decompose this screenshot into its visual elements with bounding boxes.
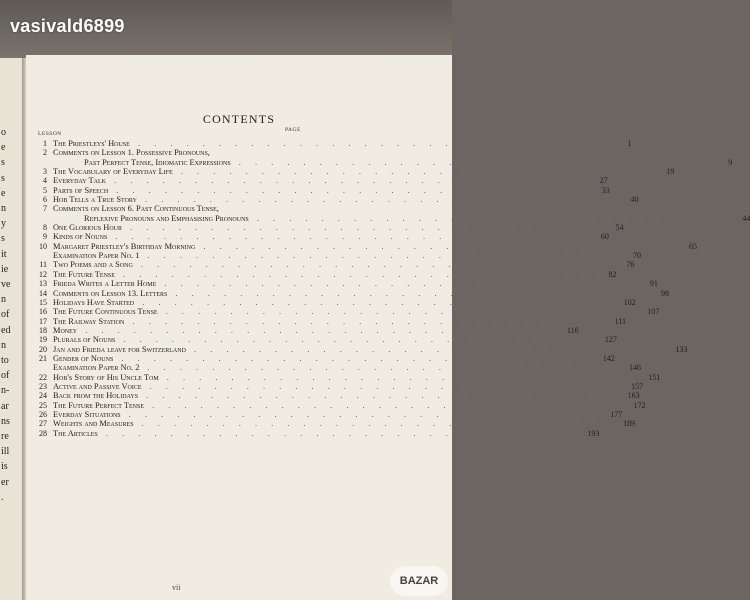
page-number: 82 (608, 269, 617, 279)
lesson-number: 6 (43, 195, 47, 205)
dot-leader: . . . . . . . . . . . . . . . . . . . . . . . . . . . . . . (144, 400, 630, 410)
lesson-title: Frieda Writes a Letter Home (53, 279, 157, 289)
lesson-title: Comments on Lesson 6. Past Continuous Tense, (53, 204, 219, 214)
lesson-number: 18 (39, 325, 47, 335)
page-number: 60 (600, 232, 609, 242)
lesson-title: The Railway Station (53, 316, 125, 326)
toc-entry (30, 167, 675, 177)
lesson-number: 28 (39, 428, 47, 438)
dot-leader: . . . . . . . . . . . . . . . . . . . . . . . . . . . . . . (115, 335, 601, 345)
lesson-number: 21 (39, 353, 47, 363)
lesson-number: 14 (39, 288, 47, 298)
lesson-number: 25 (39, 400, 47, 410)
lesson-title: Comments on Lesson 13. Letters (53, 288, 168, 298)
lesson-title: One Glorious Hour (53, 223, 122, 233)
dot-leader: . . . . . . . . . . . . . . . . . . . . . . . . . . . . . . (172, 167, 659, 177)
toc-entry (30, 157, 733, 167)
lesson-number: 13 (39, 279, 47, 289)
lesson-number: 3 (43, 167, 47, 177)
page-number: 19 (666, 167, 675, 177)
left-page-text-fragment: ve (1, 279, 11, 290)
lesson-number: 24 (39, 391, 47, 401)
left-page-text-fragment: n- (1, 385, 10, 397)
page-number: 172 (633, 400, 646, 410)
bazar-logo: BAZAR (390, 566, 448, 596)
toc-entry (30, 344, 688, 354)
lesson-number: 4 (43, 176, 47, 186)
toc-entry (30, 363, 642, 373)
dot-leader: . . . . . . . . . . . . . . . . . . . . . . . . . . . . . . (113, 353, 599, 363)
lesson-title: Past Perfect Tense, Idiomatic Expressions (84, 157, 231, 167)
dot-leader: . . . . . . . . . . . . . . . . . . . . . . . . . . . . . . (185, 344, 672, 354)
toc-entry (30, 260, 635, 270)
toc-entry (30, 176, 608, 186)
dot-leader: . . . . . . . . . . . . . . . . . . . . . . . . . . . . . . (195, 241, 681, 251)
lesson-number: 1 (43, 139, 47, 148)
toc-entry (30, 213, 750, 223)
page-number: 9 (728, 157, 733, 167)
left-page-text-fragment: s (1, 233, 5, 245)
toc-entry (30, 428, 600, 438)
toc-entry (30, 139, 632, 148)
toc-entry (30, 223, 624, 233)
toc-entry (30, 307, 660, 317)
dot-leader: . . . . . . . . . . . . . . . . . . . . . . . . . . . . . . (122, 223, 608, 233)
dot-leader: . . . . . . . . . . . . . . . . . . . . . . . . . . . . . . (108, 185, 594, 195)
lesson-number: 16 (39, 307, 47, 317)
toc-entry (30, 185, 610, 195)
lesson-title: Plurals of Nouns (53, 335, 116, 345)
left-page-text-fragment: ar (1, 400, 9, 412)
dot-leader: . . . . . . . . . . . . . . . . . . . . . . . . . . . . . . (77, 325, 563, 335)
left-page-text-fragment: of (1, 370, 10, 382)
lesson-number: 19 (39, 335, 47, 345)
lesson-title: The Future Continuous Tense (53, 307, 158, 317)
left-page-text-fragment: e (1, 187, 6, 199)
lesson-title: Parts of Speech (53, 185, 109, 195)
page-number: 91 (649, 279, 658, 289)
left-page-text-fragment: er (1, 476, 9, 488)
toc-entry (30, 204, 300, 213)
lesson-title: Hob's Story of His Uncle Tom (53, 372, 159, 382)
lesson-number: 17 (39, 316, 47, 326)
left-page-text-fragment: ill (1, 446, 10, 458)
left-page-text-fragment: s (1, 157, 5, 169)
toc-entry (30, 241, 697, 251)
left-page-text-fragment: ns (1, 415, 10, 427)
lesson-number: 23 (39, 381, 47, 391)
dot-leader: . . . . . . . . . . . . . . . . . . . . . . . . . . . . . . (139, 251, 626, 261)
lesson-title: The Future Perfect Tense (53, 400, 145, 410)
dot-leader: . . . . . . . . . . . . . . . . . . . . . . . . . . . . . . (136, 195, 623, 205)
lesson-title: Everyday Talk (53, 176, 106, 186)
dot-leader: . . . . . . . . . . . . . . . . . . . . . . . . . . . . . . (167, 288, 653, 298)
contents-title: CONTENTS (202, 112, 276, 126)
page-number: 107 (647, 307, 660, 317)
toc-entry (30, 279, 658, 289)
seller-watermark: vasivald6899 (10, 16, 125, 36)
page-number: 40 (630, 195, 639, 205)
dot-leader: . . . . . . . . . . . . . . . . . . . . . . . . . . . . . . (105, 176, 592, 186)
page-number: 76 (626, 260, 635, 270)
lesson-column-header: LESSON (38, 131, 62, 137)
left-page-text-fragment: re (1, 431, 9, 442)
left-page-text-fragment: ed (1, 324, 11, 336)
lesson-title: Reflexive Pronouns and Emphasising Pronouns (84, 213, 249, 223)
left-page-text-fragment: to (1, 355, 9, 366)
toc-entry (30, 353, 615, 363)
lesson-number: 20 (39, 344, 47, 354)
dot-leader: . . . . . . . . . . . . . . . . . . . . . . . . . . . . . . (107, 232, 593, 242)
toc-entry (30, 288, 669, 298)
left-page-text-fragment: s (1, 172, 5, 184)
dot-leader: . . . . . . . . . . . . . . . . . . . . . . . . . . . . . . (134, 297, 620, 307)
left-page-text-fragment: n (1, 339, 6, 351)
dot-leader: . . . . . . . . . . . . . . . . . . . . . . . . . . . . . . (141, 381, 628, 391)
toc-entry (30, 297, 636, 307)
lesson-number: 10 (39, 241, 47, 251)
page-column-header: PAGE (285, 127, 301, 133)
toc-entry (30, 269, 617, 279)
dot-leader: . . . . . . . . . . . . . . . . . . . . . . . . . . . . . . (114, 269, 601, 279)
lesson-title: Examination Paper No. 1 (53, 251, 140, 261)
toc-entry (30, 391, 640, 401)
lesson-title: Margaret Priestley's Birthday Morning (53, 241, 196, 251)
dot-leader: . . . . . . . . . . . . . . . . . . . . . . . . . . . . . . (129, 139, 616, 148)
left-page-text-fragment: is (1, 461, 8, 473)
page-number: 33 (601, 185, 610, 195)
dot-leader: . . . . . . . . . . . . . . . . . . . . . . . . . . . . . . (132, 260, 619, 270)
table-of-contents (30, 139, 750, 438)
page-number: 193 (587, 428, 600, 438)
lesson-title: Money (53, 325, 78, 335)
dot-leader: . . . . . . . . . . . . . . . . . . . . . . . . . . . . . . (158, 372, 645, 382)
dot-leader: . . . . . . . . . . . . . . . . . . . . . . . . . . . . . . (97, 428, 584, 438)
dot-leader: . . . . . . . . . . . . . . . . . . . . . . . . . . . . . . (120, 409, 607, 419)
dot-leader: . . . . . . . . . . . . . . . . . . . . . . . . . . . . . . (248, 213, 735, 223)
left-page-text-fragment: of (1, 309, 10, 321)
lesson-number: 11 (39, 260, 47, 270)
lesson-title: The Articles (53, 428, 98, 438)
page-number: 142 (602, 353, 615, 363)
page-number: 127 (604, 335, 617, 345)
toc-entry (30, 251, 642, 261)
page-number: 146 (629, 363, 642, 373)
lesson-title: Two Poems and a Song (53, 260, 133, 270)
toc-entry (30, 195, 639, 205)
toc-entry (30, 325, 579, 335)
toc-entry (30, 419, 636, 429)
page-number: 133 (675, 344, 688, 354)
lesson-number: 5 (43, 185, 47, 195)
toc-entry (30, 335, 617, 345)
lesson-title: The Vocabulary of Everyday Life (53, 167, 173, 177)
page-number: 163 (627, 391, 640, 401)
page-number: 27 (599, 176, 608, 186)
lesson-title: Kinds of Nouns (53, 232, 108, 242)
lesson-number: 8 (43, 223, 47, 233)
lesson-title: Everday Situations (53, 409, 121, 419)
page-number: 98 (660, 288, 669, 298)
page-number: 44 (742, 213, 750, 223)
page-number: 70 (633, 251, 642, 261)
lesson-number: 27 (39, 419, 47, 429)
lesson-title: Weights and Measures (53, 419, 134, 429)
page-number: 177 (610, 409, 623, 419)
toc-entry (30, 409, 623, 419)
page-number: 151 (648, 372, 661, 382)
left-page-text-fragment: . (1, 491, 4, 503)
lesson-title: The Priestleys' House (53, 139, 130, 148)
page-number: 111 (614, 316, 627, 326)
dot-leader: . . . . . . . . . . . . . . . . . . . . . . . . . . . . . . (124, 316, 611, 326)
lesson-title: Examination Paper No. 2 (53, 363, 140, 373)
page-number: 116 (567, 325, 579, 335)
page-number: 157 (631, 381, 644, 391)
toc-entry (30, 381, 644, 391)
toc-entry (30, 400, 646, 410)
toc-entry (30, 148, 300, 157)
lesson-number: 26 (39, 409, 47, 419)
lesson-title: Comments on Lesson 1. Possessive Pronouns, (53, 148, 210, 158)
page-number: 189 (623, 419, 636, 429)
lesson-number: 9 (43, 232, 47, 242)
lesson-number: 2 (43, 148, 47, 158)
page-number: 54 (615, 223, 624, 233)
lesson-title: Holidays Have Started (53, 297, 135, 307)
left-page-edge (0, 58, 24, 600)
page-number: 65 (688, 241, 697, 251)
dot-leader: . . . . . . . . . . . . . . . . . . . . . . . . . . . . . . (138, 391, 624, 401)
dot-leader: . . . . . . . . . . . . . . . . . . . . . . . . . . . . . . (139, 363, 626, 373)
page-number: 1 (627, 139, 632, 148)
lesson-title: Back from the Holidays (53, 391, 139, 401)
lesson-title: The Future Tense (53, 269, 115, 279)
lesson-title: Active and Passive Voice (53, 381, 142, 391)
dot-leader: . . . . . . . . . . . . . . . . . . . . . . . . . . . . . . (157, 307, 644, 317)
lesson-title: Gender of Nouns (53, 353, 114, 363)
left-page-text-fragment: n (1, 203, 6, 214)
lesson-number: 22 (39, 372, 47, 382)
toc-entry (30, 232, 609, 242)
page-folio: vii (172, 583, 181, 592)
lesson-title: Jan and Frieda leave for Switzerland (53, 344, 186, 354)
toc-entry (30, 316, 627, 326)
lesson-number: 12 (39, 269, 47, 279)
left-page-text-fragment: e (1, 142, 6, 154)
dot-leader: . . . . . . . . . . . . . . . . . . . . . . . . . . . . . . (156, 279, 642, 289)
book-page (26, 55, 750, 600)
toc-entry (30, 372, 661, 382)
page-number: 102 (623, 297, 636, 307)
left-page-text-fragment: n (1, 294, 6, 306)
lesson-number: 15 (39, 297, 47, 307)
dot-leader: . . . . . . . . . . . . . . . . . . . . . . . . . . . . . . (230, 157, 717, 167)
lesson-title: Hob Tells a True Story (53, 195, 137, 205)
dot-leader: . . . . . . . . . . . . . . . . . . . . . . . . . . . . . . (133, 419, 620, 429)
left-page-text-fragment: ie (1, 263, 9, 275)
lesson-number: 7 (43, 204, 47, 214)
left-page-text-fragment: it (1, 248, 7, 260)
left-page-text-fragment: y (1, 218, 6, 230)
left-page-text-fragment: o (1, 127, 6, 138)
